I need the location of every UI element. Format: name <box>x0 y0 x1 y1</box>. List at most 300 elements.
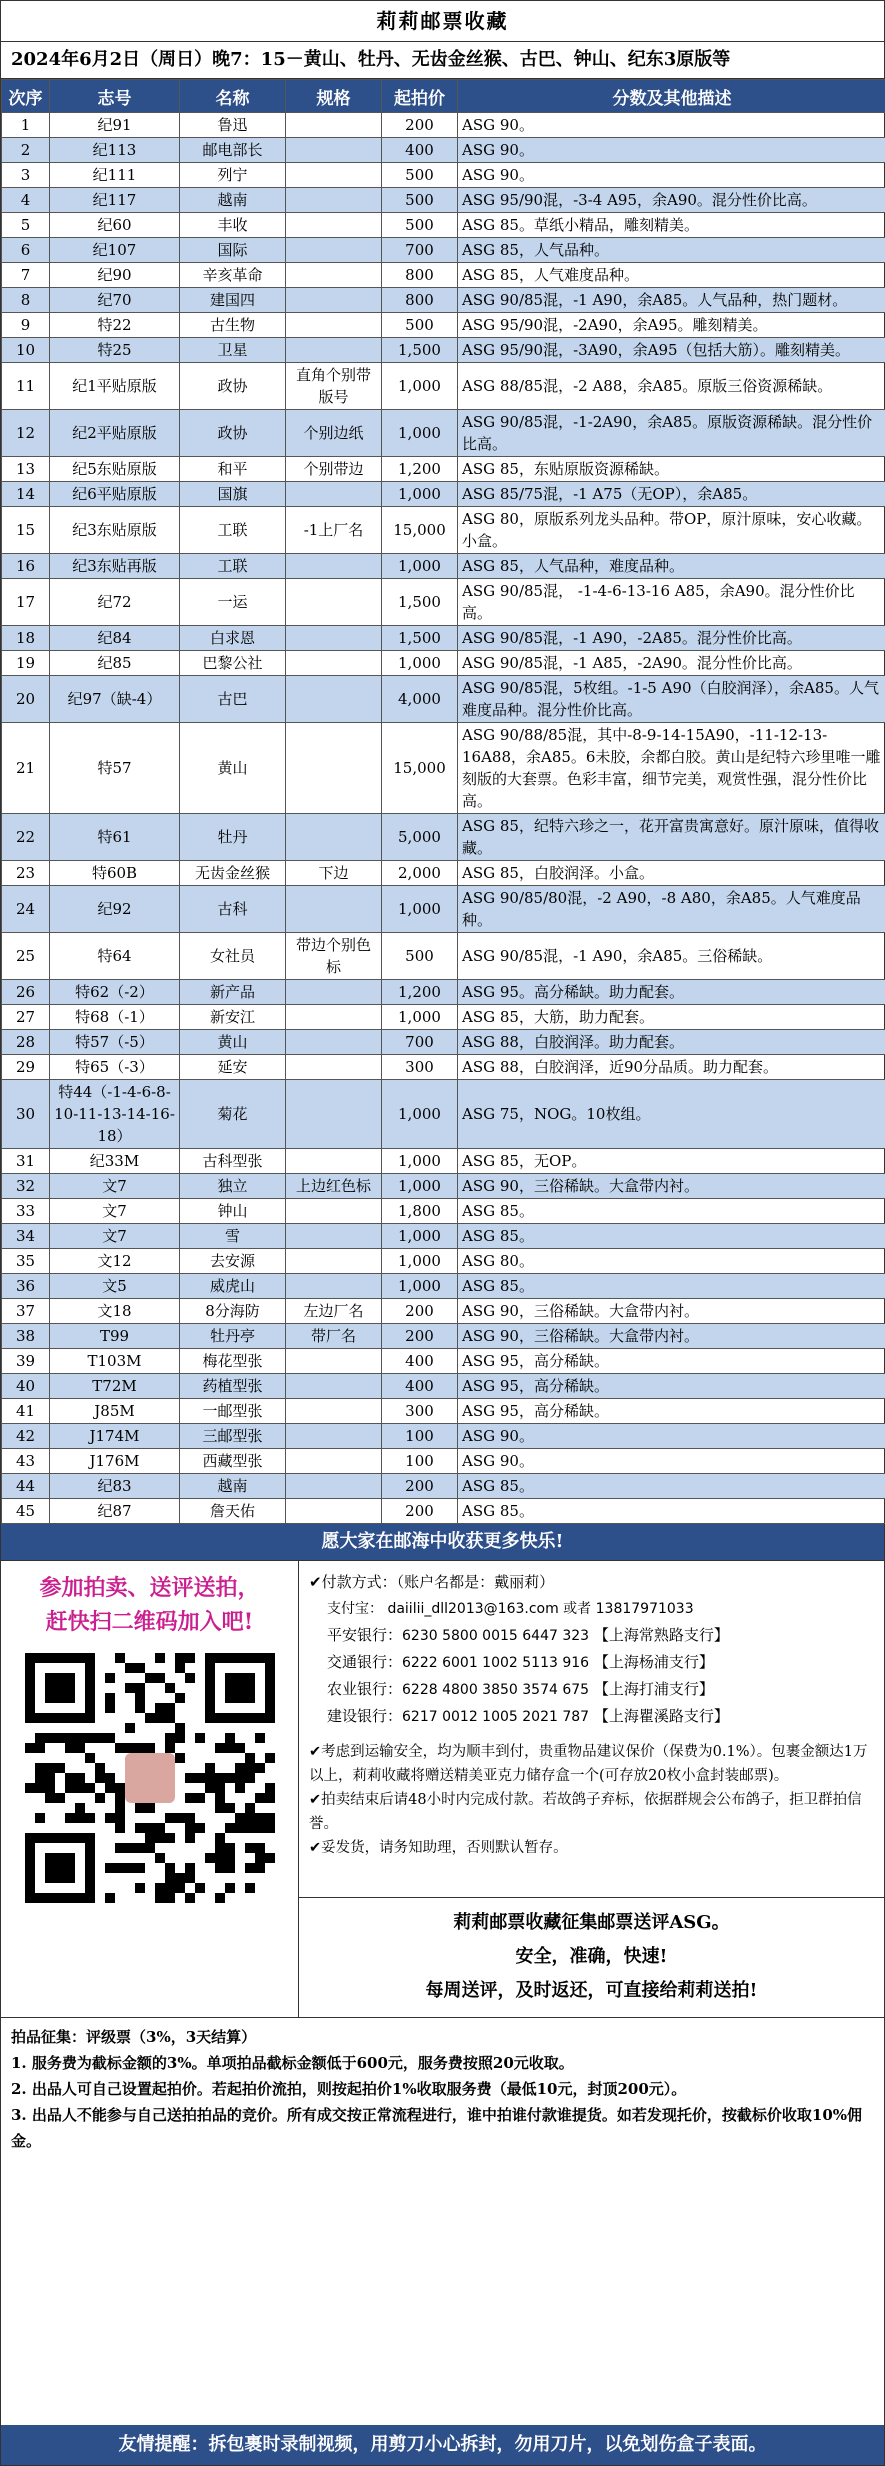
lot-code: T99 <box>50 1324 180 1349</box>
bank-name: 平安银行： <box>327 1626 403 1644</box>
bank-number: 6230 5800 0015 6447 323 <box>402 1628 590 1644</box>
table-row <box>2 1199 885 1224</box>
lot-description: ASG 90。 <box>458 1449 885 1474</box>
lot-description: ASG 95/90混，-2A90，余A95。雕刻精美。 <box>458 313 885 338</box>
page-title: 莉莉邮票收藏 <box>1 1 884 42</box>
lot-price: 200 <box>382 1299 458 1324</box>
lot-code: 特25 <box>50 338 180 363</box>
lot-description: ASG 90/85混，-1 A90，余A85。三俗稀缺。 <box>458 933 885 980</box>
lot-code: 纪117 <box>50 188 180 213</box>
lot-description: ASG 80，原版系列龙头品种。带OP，原汁原味，安心收藏。小盒。 <box>458 507 885 554</box>
lot-description: ASG 90。 <box>458 113 885 138</box>
lot-index: 15 <box>2 507 50 554</box>
lot-spec: 下边 <box>286 861 382 886</box>
lot-description: ASG 90/85/80混，-2 A90，-8 A80，余A85。人气难度品种。 <box>458 886 885 933</box>
lot-description: ASG 85。草纸小精品，雕刻精美。 <box>458 213 885 238</box>
lot-description: ASG 90，三俗稀缺。大盒带内衬。 <box>458 1299 885 1324</box>
lot-price: 1,000 <box>382 410 458 457</box>
lot-spec <box>286 113 382 138</box>
lot-name: 钟山 <box>180 1199 286 1224</box>
lot-index: 6 <box>2 238 50 263</box>
lot-price: 700 <box>382 238 458 263</box>
lot-code: 纪84 <box>50 626 180 651</box>
lot-index: 12 <box>2 410 50 457</box>
lot-spec <box>286 1005 382 1030</box>
lot-description: ASG 90/85混，-1 A90，余A85。人气品种，热门题材。 <box>458 288 885 313</box>
lot-spec: 左边厂名 <box>286 1299 382 1324</box>
lot-name: 一运 <box>180 579 286 626</box>
lot-code: 特61 <box>50 814 180 861</box>
lot-spec <box>286 1199 382 1224</box>
lot-name: 辛亥革命 <box>180 263 286 288</box>
payment-info <box>299 1561 884 1897</box>
lot-name: 列宁 <box>180 163 286 188</box>
table-row <box>2 288 885 313</box>
lot-description: ASG 95，高分稀缺。 <box>458 1349 885 1374</box>
lot-price: 800 <box>382 288 458 313</box>
lot-description: ASG 90。 <box>458 163 885 188</box>
bank-branch: 【上海打浦支行】 <box>593 1680 714 1698</box>
lot-price: 1,200 <box>382 980 458 1005</box>
bank-line <box>309 1703 874 1730</box>
table-row <box>2 238 885 263</box>
lot-name: 菊花 <box>180 1080 286 1149</box>
lot-code: J176M <box>50 1449 180 1474</box>
lot-code: 文5 <box>50 1274 180 1299</box>
lot-description: ASG 90/85混，5枚组。-1-5 A90（白胶润泽），余A85。人气难度品种。混分性价比高。 <box>458 676 885 723</box>
lot-code: 特57 <box>50 723 180 814</box>
lot-index: 5 <box>2 213 50 238</box>
lot-description: ASG 90/85混，-1 A85，-2A90。混分性价比高。 <box>458 651 885 676</box>
col-header-desc: 分数及其他描述 <box>458 80 885 113</box>
lot-price: 1,000 <box>382 1224 458 1249</box>
lot-spec <box>286 1080 382 1149</box>
lot-code: 特64 <box>50 933 180 980</box>
lot-name: 政协 <box>180 410 286 457</box>
table-row <box>2 163 885 188</box>
lot-description: ASG 85。 <box>458 1224 885 1249</box>
bank-number: 6217 0012 1005 2021 787 <box>402 1709 590 1725</box>
lot-description: ASG 88，白胶润泽。助力配套。 <box>458 1030 885 1055</box>
lot-name: 8分海防 <box>180 1299 286 1324</box>
lot-name: 去安源 <box>180 1249 286 1274</box>
lot-price: 1,500 <box>382 626 458 651</box>
table-row <box>2 457 885 482</box>
table-row <box>2 1030 885 1055</box>
bank-name: 交通银行： <box>327 1653 403 1671</box>
slogan-line-2: 安全，准确，快速! <box>515 1946 668 1967</box>
lot-spec <box>286 651 382 676</box>
bank-line <box>309 1649 874 1676</box>
col-header-index: 次序 <box>2 80 50 113</box>
lot-description: ASG 95。高分稀缺。助力配套。 <box>458 980 885 1005</box>
col-header-price: 起拍价 <box>382 80 458 113</box>
lot-name: 卫星 <box>180 338 286 363</box>
lot-code: 特44（-1-4-6-8-10-11-13-14-16-18） <box>50 1080 180 1149</box>
lot-name: 古巴 <box>180 676 286 723</box>
table-row <box>2 213 885 238</box>
lot-name: 雪 <box>180 1224 286 1249</box>
lot-description: ASG 88/85混，-2 A88，余A85。原版三俗资源稀缺。 <box>458 363 885 410</box>
lot-price: 100 <box>382 1424 458 1449</box>
lot-spec <box>286 263 382 288</box>
table-row <box>2 1299 885 1324</box>
lot-code: 文12 <box>50 1249 180 1274</box>
lot-description: ASG 85。 <box>458 1499 885 1524</box>
lot-code: 纪72 <box>50 579 180 626</box>
lot-index: 41 <box>2 1399 50 1424</box>
lot-description: ASG 95/90混，-3A90，余A95（包括大筋）。雕刻精美。 <box>458 338 885 363</box>
lot-code: T103M <box>50 1349 180 1374</box>
lot-spec <box>286 1399 382 1424</box>
table-row <box>2 886 885 933</box>
lot-index: 1 <box>2 113 50 138</box>
lot-price: 15,000 <box>382 723 458 814</box>
lot-index: 26 <box>2 980 50 1005</box>
lot-spec <box>286 579 382 626</box>
lot-spec: -1上厂名 <box>286 507 382 554</box>
lot-price: 300 <box>382 1399 458 1424</box>
bank-name: 建设银行： <box>327 1707 403 1725</box>
lot-code: 纪83 <box>50 1474 180 1499</box>
lot-code: 纪3东贴原版 <box>50 507 180 554</box>
lot-index: 3 <box>2 163 50 188</box>
lot-description: ASG 90，三俗稀缺。大盒带内衬。 <box>458 1174 885 1199</box>
lot-index: 22 <box>2 814 50 861</box>
note-payment: ✔拍卖结束后请48小时内完成付款。若故鸽子弃标，依据群规会公布鸽子，拒卫群拍信誉。 <box>309 1792 862 1832</box>
table-row <box>2 1399 885 1424</box>
lot-name: 越南 <box>180 1474 286 1499</box>
lot-name: 工联 <box>180 507 286 554</box>
banner: 愿大家在邮海中收获更多快乐! <box>1 1524 884 1560</box>
footer-reminder: 友情提醒：拆包裹时录制视频，用剪刀小心拆封，勿用刀片，以免划伤盒子表面。 <box>1 2425 884 2465</box>
lot-index: 39 <box>2 1349 50 1374</box>
lot-price: 200 <box>382 1499 458 1524</box>
lot-code: 纪6平贴原版 <box>50 482 180 507</box>
table-row <box>2 626 885 651</box>
lot-index: 37 <box>2 1299 50 1324</box>
lot-code: 文7 <box>50 1199 180 1224</box>
lot-price: 2,000 <box>382 861 458 886</box>
lot-code: 纪1平贴原版 <box>50 363 180 410</box>
lot-spec <box>286 980 382 1005</box>
lot-price: 400 <box>382 1374 458 1399</box>
lot-price: 1,000 <box>382 1274 458 1299</box>
lot-name: 三邮型张 <box>180 1424 286 1449</box>
lot-index: 31 <box>2 1149 50 1174</box>
lot-spec <box>286 1274 382 1299</box>
lot-price: 1,000 <box>382 363 458 410</box>
col-header-code: 志号 <box>50 80 180 113</box>
lot-spec: 个别带边 <box>286 457 382 482</box>
lot-code: 纪33M <box>50 1149 180 1174</box>
alipay-line <box>309 1595 874 1622</box>
lot-spec <box>286 1499 382 1524</box>
lot-spec <box>286 1474 382 1499</box>
lot-spec <box>286 1374 382 1399</box>
table-row <box>2 1474 885 1499</box>
table-row <box>2 676 885 723</box>
lot-spec <box>286 313 382 338</box>
table-row <box>2 1149 885 1174</box>
lot-code: 纪2平贴原版 <box>50 410 180 457</box>
lot-price: 1,000 <box>382 482 458 507</box>
lot-code: 特57（-5） <box>50 1030 180 1055</box>
table-row <box>2 138 885 163</box>
table-row <box>2 1055 885 1080</box>
lot-price: 1,000 <box>382 1249 458 1274</box>
lot-price: 200 <box>382 1474 458 1499</box>
lot-spec <box>286 676 382 723</box>
table-row <box>2 980 885 1005</box>
promo-line-1: 参加拍卖、送评送拍， <box>39 1575 260 1601</box>
lot-price: 800 <box>382 263 458 288</box>
table-row <box>2 1349 885 1374</box>
table-row <box>2 363 885 410</box>
lot-index: 10 <box>2 338 50 363</box>
lot-description: ASG 85/75混，-1 A75（无OP），余A85。 <box>458 482 885 507</box>
lot-code: 纪85 <box>50 651 180 676</box>
lot-index: 29 <box>2 1055 50 1080</box>
rule-item: 3. 出品人不能参与自己送拍拍品的竞价。所有成交按正常流程进行，谁中拍谁付款谁提货。如若发现托价，按截标价收取10%佣金。 <box>11 2106 863 2150</box>
lot-code: J85M <box>50 1399 180 1424</box>
lot-name: 新安江 <box>180 1005 286 1030</box>
lot-name: 巴黎公社 <box>180 651 286 676</box>
lot-index: 17 <box>2 579 50 626</box>
lot-index: 34 <box>2 1224 50 1249</box>
table-row <box>2 651 885 676</box>
lot-price: 100 <box>382 1449 458 1474</box>
lot-index: 36 <box>2 1274 50 1299</box>
lot-description: ASG 90/85混，-1-2A90，余A85。原版资源稀缺。混分性价比高。 <box>458 410 885 457</box>
lot-name: 和平 <box>180 457 286 482</box>
table-row <box>2 188 885 213</box>
lot-price: 500 <box>382 188 458 213</box>
lot-name: 独立 <box>180 1174 286 1199</box>
lot-name: 黄山 <box>180 723 286 814</box>
lot-index: 2 <box>2 138 50 163</box>
slogan-line-3: 每周送评，及时返还，可直接给莉莉送拍! <box>425 1980 758 2001</box>
qr-code-icon[interactable] <box>25 1653 275 1903</box>
lot-code: 纪70 <box>50 288 180 313</box>
lot-spec <box>286 1224 382 1249</box>
lot-description: ASG 90。 <box>458 138 885 163</box>
lot-name: 延安 <box>180 1055 286 1080</box>
lots-body <box>2 113 885 1524</box>
table-row <box>2 338 885 363</box>
lot-spec <box>286 138 382 163</box>
lot-price: 4,000 <box>382 676 458 723</box>
bank-branch: 【上海常熟路支行】 <box>593 1626 729 1644</box>
table-row <box>2 1424 885 1449</box>
lot-description: ASG 90/85混，-1 A90，-2A85。混分性价比高。 <box>458 626 885 651</box>
lot-name: 白求恩 <box>180 626 286 651</box>
lot-description: ASG 95，高分稀缺。 <box>458 1374 885 1399</box>
lot-spec <box>286 163 382 188</box>
lot-description: ASG 95/90混，-3-4 A95，余A90。混分性价比高。 <box>458 188 885 213</box>
lot-index: 28 <box>2 1030 50 1055</box>
lot-name: 丰收 <box>180 213 286 238</box>
lot-spec: 带厂名 <box>286 1324 382 1349</box>
bank-number: 6228 4800 3850 3574 675 <box>402 1682 590 1698</box>
col-header-spec: 规格 <box>286 80 382 113</box>
lot-name: 詹天佑 <box>180 1499 286 1524</box>
lot-spec <box>286 814 382 861</box>
lot-price: 1,000 <box>382 554 458 579</box>
lot-index: 9 <box>2 313 50 338</box>
page-subtitle: 2024年6月2日（周日）晚7：15－黄山、牡丹、无齿金丝猴、古巴、钟山、纪东3原版等 <box>1 42 884 79</box>
lot-spec <box>286 886 382 933</box>
lot-code: 纪113 <box>50 138 180 163</box>
table-row <box>2 1249 885 1274</box>
col-header-name: 名称 <box>180 80 286 113</box>
lot-name: 建国四 <box>180 288 286 313</box>
lot-index: 30 <box>2 1080 50 1149</box>
lot-name: 国旗 <box>180 482 286 507</box>
lot-spec <box>286 723 382 814</box>
lot-price: 1,200 <box>382 457 458 482</box>
lot-name: 国际 <box>180 238 286 263</box>
lot-price: 1,000 <box>382 651 458 676</box>
table-row <box>2 1005 885 1030</box>
alipay-text: 支付宝： daiilii_dll2013@163.com 或者 13817971033 <box>327 1601 694 1617</box>
lot-price: 200 <box>382 1324 458 1349</box>
table-row <box>2 507 885 554</box>
lot-code: 纪90 <box>50 263 180 288</box>
note-shipping: ✔考虑到运输安全，均为顺丰到付，贵重物品建议保价（保费为0.1%）。包裹金额达1万以上，莉莉收藏将赠送精美亚克力储存盒一个(可存放20枚小盒封装邮票)。 <box>309 1744 868 1784</box>
lot-code: 纪107 <box>50 238 180 263</box>
bank-branch: 【上海杨浦支行】 <box>593 1653 714 1671</box>
lot-description: ASG 88，白胶润泽，近90分品质。助力配套。 <box>458 1055 885 1080</box>
table-row <box>2 1080 885 1149</box>
lot-name: 牡丹 <box>180 814 286 861</box>
lot-index: 33 <box>2 1199 50 1224</box>
slogan-line-1: 莉莉邮票收藏征集邮票送评ASG。 <box>453 1912 730 1933</box>
lot-name: 无齿金丝猴 <box>180 861 286 886</box>
lot-description: ASG 85。 <box>458 1474 885 1499</box>
lot-index: 19 <box>2 651 50 676</box>
lot-name: 一邮型张 <box>180 1399 286 1424</box>
lot-index: 4 <box>2 188 50 213</box>
lot-description: ASG 85，人气品种，难度品种。 <box>458 554 885 579</box>
lot-description: ASG 90。 <box>458 1424 885 1449</box>
lot-spec <box>286 1149 382 1174</box>
promo-panel <box>1 1561 299 2017</box>
lot-name: 鲁迅 <box>180 113 286 138</box>
lot-index: 7 <box>2 263 50 288</box>
lot-spec <box>286 188 382 213</box>
lot-index: 40 <box>2 1374 50 1399</box>
lots-table <box>1 79 885 1524</box>
lot-name: 邮电部长 <box>180 138 286 163</box>
table-row <box>2 113 885 138</box>
table-header-row <box>2 80 885 113</box>
lot-code: 纪3东贴再版 <box>50 554 180 579</box>
table-row <box>2 482 885 507</box>
lot-name: 黄山 <box>180 1030 286 1055</box>
bank-line <box>309 1676 874 1703</box>
lot-price: 1,000 <box>382 886 458 933</box>
lot-price: 500 <box>382 163 458 188</box>
lot-description: ASG 85，纪特六珍之一，花开富贵寓意好。原汁原味，值得收藏。 <box>458 814 885 861</box>
lot-code: 文7 <box>50 1174 180 1199</box>
table-row <box>2 1324 885 1349</box>
qr-code-graphic <box>25 1653 275 1903</box>
lot-price: 1,000 <box>382 1005 458 1030</box>
table-row <box>2 933 885 980</box>
payment-method: ✔付款方式：（账户名都是：戴丽莉） <box>309 1573 555 1591</box>
lot-index: 32 <box>2 1174 50 1199</box>
lot-spec: 直角个别带版号 <box>286 363 382 410</box>
lot-spec <box>286 626 382 651</box>
payment-panel <box>299 1561 884 2017</box>
table-row <box>2 1174 885 1199</box>
lot-code: 纪92 <box>50 886 180 933</box>
lot-description: ASG 85，无OP。 <box>458 1149 885 1174</box>
lot-code: 纪60 <box>50 213 180 238</box>
lot-code: J174M <box>50 1424 180 1449</box>
table-row <box>2 1224 885 1249</box>
lot-index: 23 <box>2 861 50 886</box>
promo-line-2: 赶快扫二维码加入吧! <box>45 1609 254 1635</box>
lot-code: 特68（-1） <box>50 1005 180 1030</box>
lot-code: 纪87 <box>50 1499 180 1524</box>
lot-price: 500 <box>382 933 458 980</box>
lot-code: 纪5东贴原版 <box>50 457 180 482</box>
lot-name: 牡丹亭 <box>180 1324 286 1349</box>
shipping-notes <box>309 1740 874 1860</box>
table-row <box>2 554 885 579</box>
lot-price: 1,000 <box>382 1080 458 1149</box>
rule-item: 1. 服务费为截标金额的3%。单项拍品截标金额低于600元，服务费按照20元收取。 <box>11 2054 574 2072</box>
lot-price: 500 <box>382 213 458 238</box>
table-row <box>2 814 885 861</box>
lot-name: 女社员 <box>180 933 286 980</box>
lot-description: ASG 95，高分稀缺。 <box>458 1399 885 1424</box>
lot-code: 文7 <box>50 1224 180 1249</box>
lot-code: 特65（-3） <box>50 1055 180 1080</box>
lot-name: 药植型张 <box>180 1374 286 1399</box>
lot-description: ASG 80。 <box>458 1249 885 1274</box>
lot-name: 威虎山 <box>180 1274 286 1299</box>
lot-description: ASG 75，NOG。10枚组。 <box>458 1080 885 1149</box>
lot-code: 纪97（缺-4） <box>50 676 180 723</box>
lot-index: 21 <box>2 723 50 814</box>
bank-number: 6222 6001 1002 5113 916 <box>402 1655 590 1671</box>
lot-name: 越南 <box>180 188 286 213</box>
lot-spec <box>286 1030 382 1055</box>
lot-spec <box>286 213 382 238</box>
lot-name: 新产品 <box>180 980 286 1005</box>
lot-price: 15,000 <box>382 507 458 554</box>
lot-description: ASG 90/85混， -1-4-6-13-16 A85，余A90。混分性价比高。 <box>458 579 885 626</box>
lot-index: 16 <box>2 554 50 579</box>
slogan <box>299 1897 884 2017</box>
table-row <box>2 1274 885 1299</box>
lot-index: 24 <box>2 886 50 933</box>
rules-title: 拍品征集：评级票（3%，3天结算） <box>11 2028 257 2046</box>
lot-name: 古科 <box>180 886 286 933</box>
lot-price: 1,000 <box>382 1174 458 1199</box>
lot-description: ASG 85。 <box>458 1199 885 1224</box>
note-delivery: ✔妥发货，请务知助理，否则默认暂存。 <box>309 1840 568 1856</box>
table-row <box>2 1449 885 1474</box>
table-row <box>2 263 885 288</box>
lot-price: 1,500 <box>382 579 458 626</box>
lot-index: 45 <box>2 1499 50 1524</box>
lot-spec <box>286 1349 382 1374</box>
lot-name: 古生物 <box>180 313 286 338</box>
